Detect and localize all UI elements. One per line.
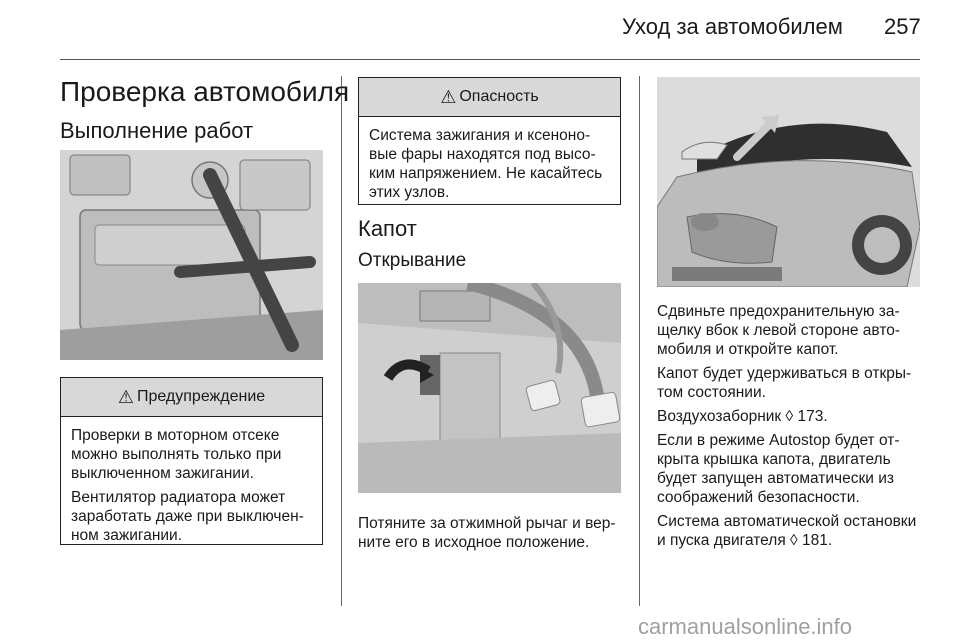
warning-paragraph: Вентилятор радиатора может заработать даже при выключенном зажигании. <box>71 489 304 544</box>
paragraph-air-intake-reference[interactable]: Воздухозаборник ◊ 173. <box>657 408 828 425</box>
subsection-title-opening: Открывание <box>358 250 467 271</box>
hood-instructions <box>657 302 925 555</box>
warning-paragraph: Проверки в моторном отсеке можно выполнять только при выключенном зажигании. <box>71 427 282 482</box>
danger-box-header <box>359 78 620 117</box>
column-divider-1 <box>341 76 342 606</box>
figure-caption: Потяните за отжимной рычаг и верните его в исходное положение. <box>358 515 616 551</box>
danger-box-title: Опасность <box>459 88 539 105</box>
danger-paragraph: Система зажигания и ксеноновые фары находятся под высоким напряжением. Не касайтесь этих узлов. <box>369 127 603 201</box>
warning-triangle-icon: ⚠ <box>440 86 457 107</box>
warning-box-body <box>61 417 322 558</box>
hood-release-lever-illustration <box>358 283 621 493</box>
header-rule <box>60 59 920 60</box>
engine-bay-illustration <box>60 150 323 360</box>
warning-box-header <box>61 378 322 417</box>
warning-box <box>60 377 323 545</box>
page-number: 257 <box>884 14 921 39</box>
subsection-title: Выполнение работ <box>60 118 254 143</box>
column-divider-2 <box>639 76 640 606</box>
paragraph: Сдвиньте предохранительную защелку вбок к левой стороне автомобиля и откройте капот. <box>657 303 901 358</box>
warning-triangle-icon: ⚠ <box>117 386 134 407</box>
warning-box-title: Предупреждение <box>136 388 266 405</box>
danger-box <box>358 77 621 205</box>
open-hood-illustration <box>657 77 920 287</box>
danger-box-body <box>359 117 620 215</box>
paragraph-autostop-reference[interactable]: Система автоматической остановки и пуска двигателя ◊ 181. <box>657 513 917 549</box>
section-title-hood: Капот <box>358 216 417 241</box>
running-header-title: Уход за автомобилем <box>622 14 843 39</box>
section-title: Проверка автомобиля <box>60 76 350 107</box>
paragraph: Если в режиме Autostop будет открыта крышка капота, двигатель будет запущен автоматически из соображений безопасности. <box>657 432 900 506</box>
watermark: carmanualsonline.info <box>638 614 853 639</box>
paragraph: Капот будет удерживаться в открытом состоянии. <box>657 365 912 401</box>
